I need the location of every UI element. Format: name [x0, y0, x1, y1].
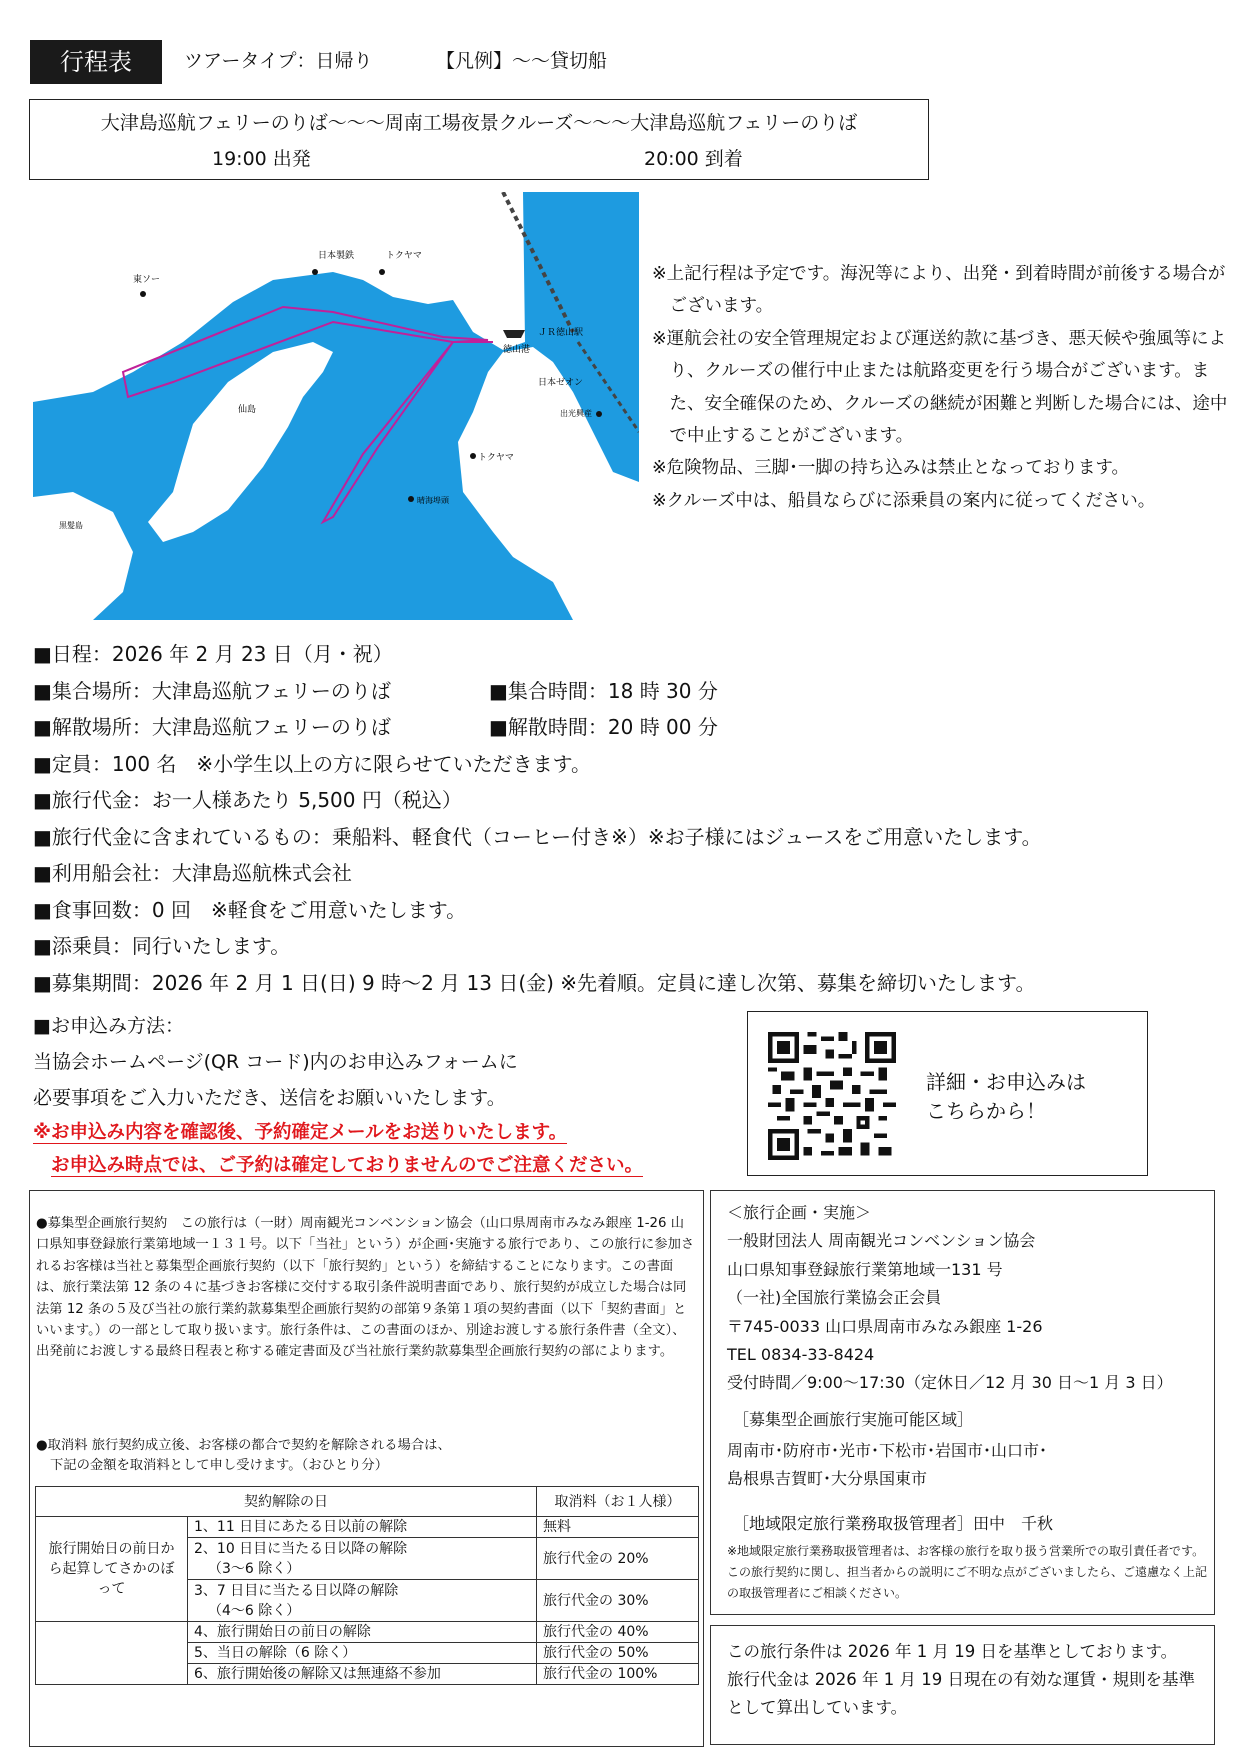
table-cell: 旅行代金の 100%	[537, 1664, 699, 1685]
organizer-box	[710, 1190, 1215, 1615]
map-label-sentojima: 仙島	[238, 405, 257, 415]
route-line: 大津島巡航フェリーのりば〜〜〜周南工場夜景クルーズ〜〜〜大津島巡航フェリーのりば	[100, 112, 858, 134]
tour-type: ツアータイプ：日帰り	[184, 50, 373, 72]
terms-box	[29, 1190, 704, 1747]
table-cell: 旅行代金の 30%	[537, 1580, 699, 1622]
table-cell: 4、旅行開始日の前日の解除	[188, 1622, 537, 1643]
info-included: ■旅行代金に含まれているもの：乗船料、軽食代（コーヒー付き※）※お子様にはジュースをご用意いたします。	[33, 824, 1042, 849]
map-label-tokuyama-1: トクヤマ	[386, 251, 422, 261]
info-disperse	[33, 709, 1042, 746]
info-capacity: ■定員：100 名 ※小学生以上の方に限らせていただきます。	[33, 751, 591, 776]
table-empty-cell	[36, 1622, 188, 1685]
info-meet	[33, 673, 1042, 710]
map-label-nippon-zeon: 日本ゼオン	[538, 378, 584, 388]
legend: 【凡例】〜〜貸切船	[436, 50, 608, 72]
map-label-nippon-steel: 日本製鉄	[318, 251, 355, 261]
tour-info	[33, 636, 1042, 1001]
table-cell: 無料	[537, 1517, 699, 1538]
table-cell: 旅行代金の 40%	[537, 1622, 699, 1643]
apply-line: 必要事項をご入力いただき、送信をお願いいたします。	[33, 1087, 506, 1109]
qr-box	[747, 1011, 1148, 1176]
table-cell: 5、当日の解除（6 除く）	[188, 1643, 537, 1664]
qr-code[interactable]	[768, 1032, 896, 1160]
manager-note: ※地域限定旅行業務取扱管理者は、お客様の旅行を取り扱う営業所での取引責任者です。この旅行契約に関し、担当者からの説明にご不明な点がございましたら、ご遠慮なく上記の取扱管理者にご相談ください。	[727, 1544, 1208, 1600]
departure-time: 19:00 出発	[212, 148, 311, 170]
page-title: 行程表	[30, 40, 162, 84]
map-label-jr-station: ＪＲ徳山駅	[538, 328, 584, 338]
conditions-box	[710, 1625, 1215, 1745]
note-item: ※運航会社の安全管理規定および運送約款に基づき、悪天候や強風等により、クルーズの催行中止または航路変更を行う場合がございます。また、安全確保のため、クルーズの継続が困難と判断した場合には、途中で中止することがございます。	[652, 328, 1228, 447]
note-item: ※危険物品、三脚･一脚の持ち込みは禁止となっております。	[652, 458, 1130, 479]
route-box	[29, 99, 929, 180]
apply-section	[33, 1008, 643, 1182]
table-cell: 6、旅行開始後の解除又は無連絡不参加	[188, 1664, 537, 1685]
note-item: ※上記行程は予定です。海況等により、出発・到着時間が前後する場合がございます。	[652, 264, 1226, 317]
table-cell: 旅行代金の 50%	[537, 1643, 699, 1664]
area-title: ［募集型企画旅行実施可能区域］	[733, 1410, 974, 1429]
table-group-label: 旅行開始日の前日から起算してさかのぼって	[36, 1517, 188, 1622]
apply-heading: ■お申込み方法：	[33, 1015, 184, 1037]
info-meet-time: ■集合時間：18 時 30 分	[489, 678, 718, 703]
map-label-tosoh: 東ソー	[133, 275, 161, 285]
map-label-kurokamijima: 黒髪島	[59, 521, 83, 530]
table-cell: 2、10 日目に当たる日以降の解除 （3〜6 除く）	[188, 1538, 537, 1580]
qr-caption: 詳細・お申込みは こちらから！	[926, 1070, 1086, 1123]
notes	[652, 258, 1232, 517]
table-cell: 3、7 日目に当たる日以降の解除 （4〜6 除く）	[188, 1580, 537, 1622]
map-label-idemitsu: 出光興産	[560, 409, 592, 418]
info-meals: ■食事回数：0 回 ※軽食をご用意いたします。	[33, 897, 467, 922]
apply-warning: ※お申込み内容を確認後、予約確定メールをお送りいたします。	[33, 1122, 568, 1143]
apply-warning: お申込み時点では、ご予約は確定しておりませんのでご注意ください。	[51, 1155, 644, 1176]
table-cell: 1、11 日目にあたる日以前の解除	[188, 1517, 537, 1538]
info-price: ■旅行代金：お一人様あたり 5,500 円（税込）	[33, 788, 462, 812]
cancel-fee-table	[35, 1486, 699, 1685]
info-date: ■日程：2026 年 2 月 23 日（月・祝）	[33, 642, 393, 666]
cancel-terms: ●取消料 旅行契約成立後、お客様の都合で契約を解除される場合は、 下記の金額を取消料として申し受けます。（おひとり分）	[36, 1438, 451, 1473]
info-disperse-place: ■解散場所：大津島巡航フェリーのりば	[33, 715, 391, 739]
info-ship-company: ■利用船会社：大津島巡航株式会社	[33, 861, 352, 885]
table-header: 取消料（お１人様）	[537, 1487, 699, 1517]
apply-line: 当協会ホームページ(QR コード)内のお申込みフォームに	[33, 1051, 518, 1073]
table-header: 契約解除の日	[36, 1487, 537, 1517]
map-label-tokuyama-2: トクヤマ	[478, 453, 514, 463]
organizer-info: ＜旅行企画・実施＞ 一般財団法人 周南観光コンベンション協会 山口県知事登録旅行業第地域一131 号 （一社)全国旅行業協会正会員 〒745-0033 山口県周南市みなみ銀座 1-26 TEL 0834-33-8424 受付時間／9:00〜17:30（定休日／12 月 30 日〜1 月 3 日）	[727, 1203, 1173, 1393]
service-area: 周南市･防府市･光市･下松市･岩国市･山口市･ 島根県吉賀町･大分県国東市	[727, 1441, 1048, 1488]
map-label-harumi-pier: 晴海埠頭	[417, 496, 449, 505]
arrival-time: 20:00 到着	[644, 148, 743, 170]
note-item: ※クルーズ中は、船員ならびに添乗員の案内に従ってください。	[652, 490, 1156, 511]
info-disperse-time: ■解散時間：20 時 00 分	[489, 715, 718, 739]
info-meet-place: ■集合場所：大津島巡航フェリーのりば	[33, 678, 391, 703]
table-cell: 旅行代金の 20%	[537, 1538, 699, 1580]
manager: ［地域限定旅行業務取扱管理者］田中 千秋	[733, 1514, 1054, 1533]
info-escort: ■添乗員：同行いたします。	[33, 934, 291, 958]
contract-terms: ●募集型企画旅行契約 この旅行は（一財）周南観光コンベンション協会（山口県周南市みなみ銀座 1-26 山口県知事登録旅行業第地域一１３１号。以下「当社」という）が企画･実施する旅行であり、この旅行に参加されるお客様は当社と募集型企画旅行契約（以下「旅行契約」という）を締結することになります。この書面は、旅行業法第 12 条の４に基づきお客様に交付する取引条件説明書面であり、旅行契約が成立した場合は同法第 12 条の５及び当社の旅行業約款募集型企画旅行契約の部第９条第１項の契約書面（以下「契約書面」といいます。）の一部として取り扱います。旅行条件は、この書面のほか、別途お渡しする旅行条件書（全文）、出発前にお渡しする最終日程表と称する確定書面及び当社旅行業約款募集型企画旅行契約の部によります。	[36, 1216, 695, 1360]
info-period: ■募集期間：2026 年 2 月 1 日(日) 9 時〜2 月 13 日(金) ※先着順。定員に達し次第、募集を締切いたします。	[33, 970, 1036, 995]
cruise-route-map	[33, 192, 639, 620]
map-label-tokuyama-port: 徳山港	[503, 345, 531, 355]
conditions: この旅行条件は 2026 年 1 月 19 日を基準としております。 旅行代金は 2026 年 1 月 19 日現在の有効な運賃・規則を基準として算出しています。	[727, 1642, 1195, 1717]
